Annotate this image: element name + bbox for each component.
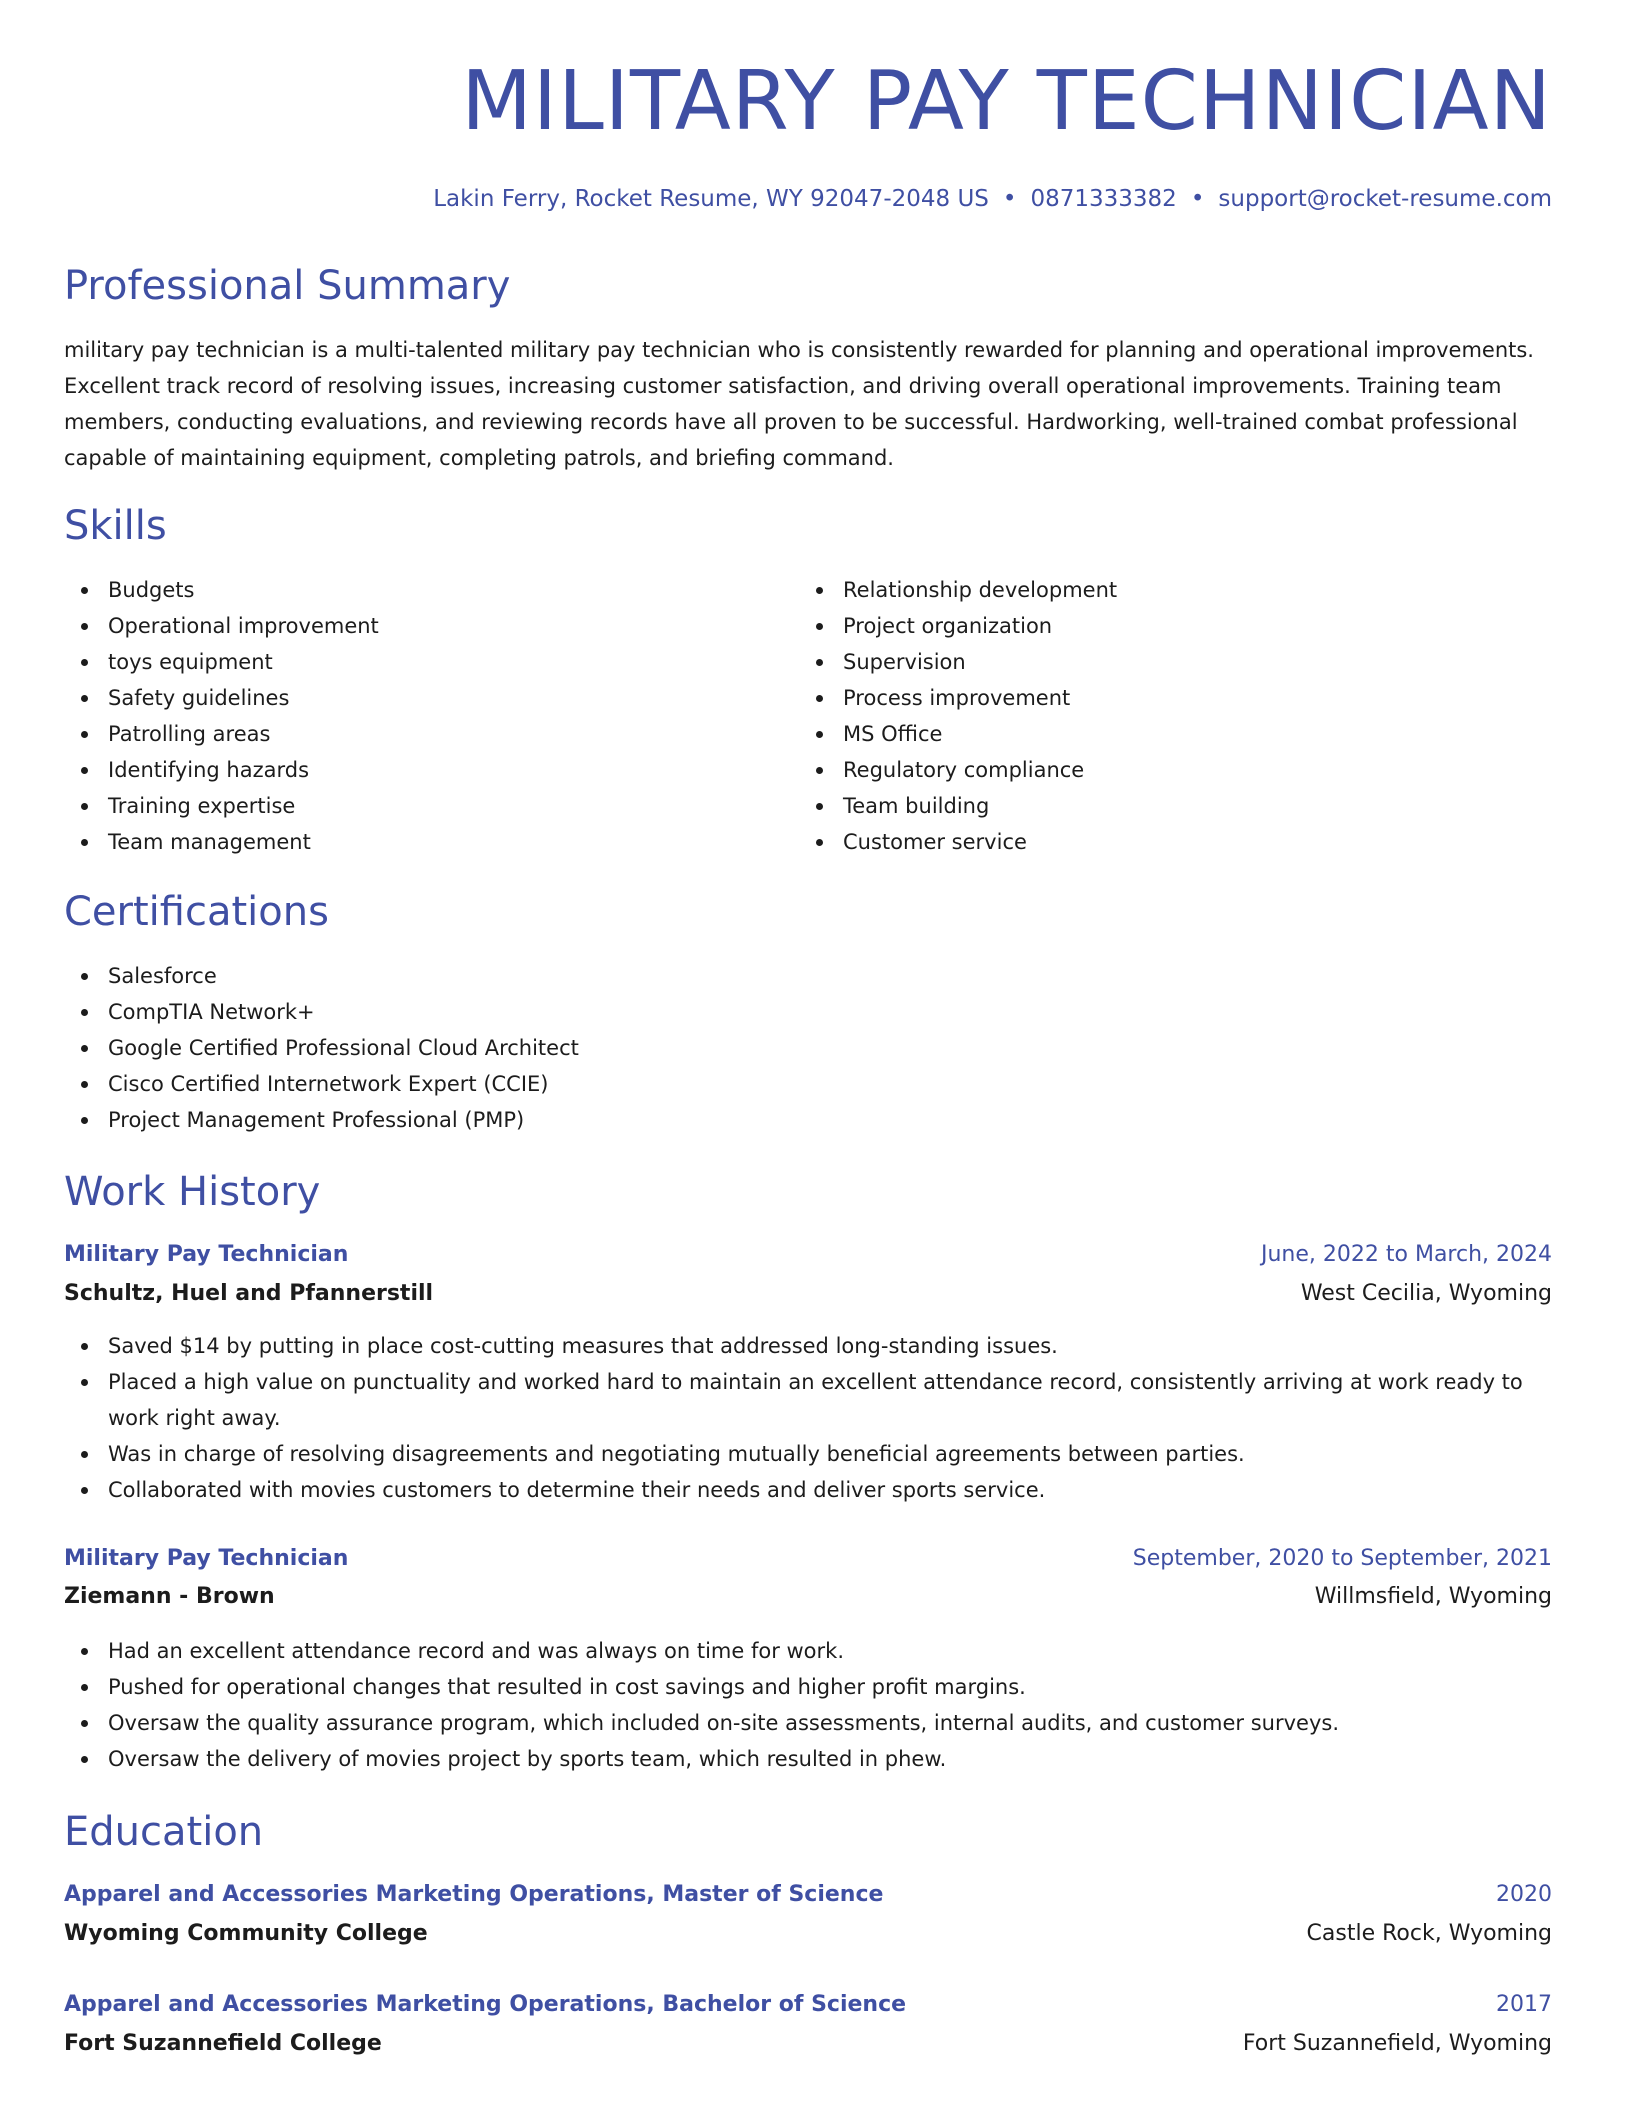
certification-item: Project Management Professional (PMP) [64, 1102, 964, 1138]
job-dates: September, 2020 to September, 2021 [1132, 1546, 1552, 1571]
job-location: Willmsfield, Wyoming [1314, 1584, 1552, 1609]
skills-left-column [64, 572, 764, 860]
duty-item: Oversaw the quality assurance program, which included on-site assessments, internal audits, and customer surveys. [64, 1705, 1552, 1741]
job-header [64, 1240, 1552, 1270]
education-location: Fort Suzannefield, Wyoming [1242, 2031, 1552, 2056]
job-employer: Ziemann - Brown [64, 1584, 275, 1609]
skill-item: toys equipment [64, 644, 764, 680]
education-school: Fort Suzannefield College [64, 2031, 382, 2056]
contact-address: Lakin Ferry, Rocket Resume, WY 92047-2048 US [433, 186, 989, 212]
education-year: 2017 [1496, 1992, 1552, 2017]
skill-item: Relationship development [799, 572, 1499, 608]
duty-item: Placed a high value on punctuality and worked hard to maintain an excellent attendance record, consistently arriving at work ready to work right away. [64, 1364, 1552, 1436]
skill-item: Safety guidelines [64, 680, 764, 716]
education-location: Castle Rock, Wyoming [1306, 1921, 1552, 1946]
skill-item: MS Office [799, 716, 1499, 752]
education-degree: Apparel and Accessories Marketing Operations, Bachelor of Science [64, 1992, 907, 2017]
education-year: 2020 [1496, 1882, 1552, 1907]
skill-item: Training expertise [64, 788, 764, 824]
job-duties [64, 1328, 1552, 1508]
contact-email[interactable]: support@rocket-resume.com [1218, 186, 1552, 212]
education-degree: Apparel and Accessories Marketing Operations, Master of Science [64, 1882, 884, 1907]
certifications-list [64, 958, 964, 1138]
duty-item: Saved $14 by putting in place cost-cutting measures that addressed long-standing issues. [64, 1328, 1552, 1364]
skill-item: Process improvement [799, 680, 1499, 716]
duty-item: Collaborated with movies customers to determine their needs and deliver sports service. [64, 1472, 1552, 1508]
certifications-heading: Certifications [64, 889, 329, 935]
skill-item: Regulatory compliance [799, 752, 1499, 788]
skill-item: Supervision [799, 644, 1499, 680]
skill-item: Team management [64, 824, 764, 860]
education-school: Wyoming Community College [64, 1921, 428, 1946]
skills-right-column [799, 572, 1499, 860]
skill-item: Identifying hazards [64, 752, 764, 788]
resume-page [64, 0, 1552, 2056]
job-duties [64, 1633, 1552, 1777]
job-employer-row [64, 1582, 1552, 1612]
contact-phone[interactable]: 0871333382 [1030, 186, 1177, 212]
work-history-heading: Work History [64, 1169, 321, 1215]
education-header [64, 1880, 1552, 1910]
contact-separator: • [1190, 186, 1205, 212]
duty-item: Oversaw the delivery of movies project by sports team, which resulted in phew. [64, 1741, 1552, 1777]
job-location: West Cecilia, Wyoming [1300, 1281, 1552, 1306]
education-heading: Education [64, 1809, 264, 1855]
skill-item: Patrolling areas [64, 716, 764, 752]
skill-item: Operational improvement [64, 608, 764, 644]
summary-heading: Professional Summary [64, 263, 511, 309]
summary-text: military pay technician is a multi-talented military pay technician who is consistently rewarded for planning and operational improvements. Excellent track record of resolving issues, increasing customer satisfaction, and driving overall operational improvements. Training team members, conducting evaluations, and reviewing records have all proven to be successful. Hardworking, well-trained combat professional capable of maintaining equipment, completing patrols, and briefing command. [64, 338, 1534, 470]
certification-item: Google Certified Professional Cloud Architect [64, 1030, 964, 1066]
job-employer: Schultz, Huel and Pfannerstill [64, 1281, 434, 1306]
education-school-row [64, 2029, 1552, 2059]
resume-title: MILITARY PAY TECHNICIAN [461, 54, 1552, 149]
skill-item: Customer service [799, 824, 1499, 860]
duty-item: Pushed for operational changes that resulted in cost savings and higher profit margins. [64, 1669, 1552, 1705]
job-title: Military Pay Technician [64, 1546, 349, 1571]
job-dates: June, 2022 to March, 2024 [1261, 1242, 1552, 1267]
duty-item: Had an excellent attendance record and was always on time for work. [64, 1633, 1552, 1669]
job-title: Military Pay Technician [64, 1242, 349, 1267]
skill-item: Budgets [64, 572, 764, 608]
skill-item: Project organization [799, 608, 1499, 644]
skill-item: Team building [799, 788, 1499, 824]
duty-item: Was in charge of resolving disagreements and negotiating mutually beneficial agreements between parties. [64, 1436, 1552, 1472]
job-header [64, 1544, 1552, 1574]
contact-separator: • [1002, 186, 1017, 212]
education-header [64, 1990, 1552, 2020]
contact-line [64, 184, 1552, 214]
certification-item: Salesforce [64, 958, 964, 994]
education-school-row [64, 1919, 1552, 1949]
skills-heading: Skills [64, 503, 167, 549]
job-employer-row [64, 1279, 1552, 1309]
certification-item: Cisco Certified Internetwork Expert (CCIE) [64, 1066, 964, 1102]
certification-item: CompTIA Network+ [64, 994, 964, 1030]
